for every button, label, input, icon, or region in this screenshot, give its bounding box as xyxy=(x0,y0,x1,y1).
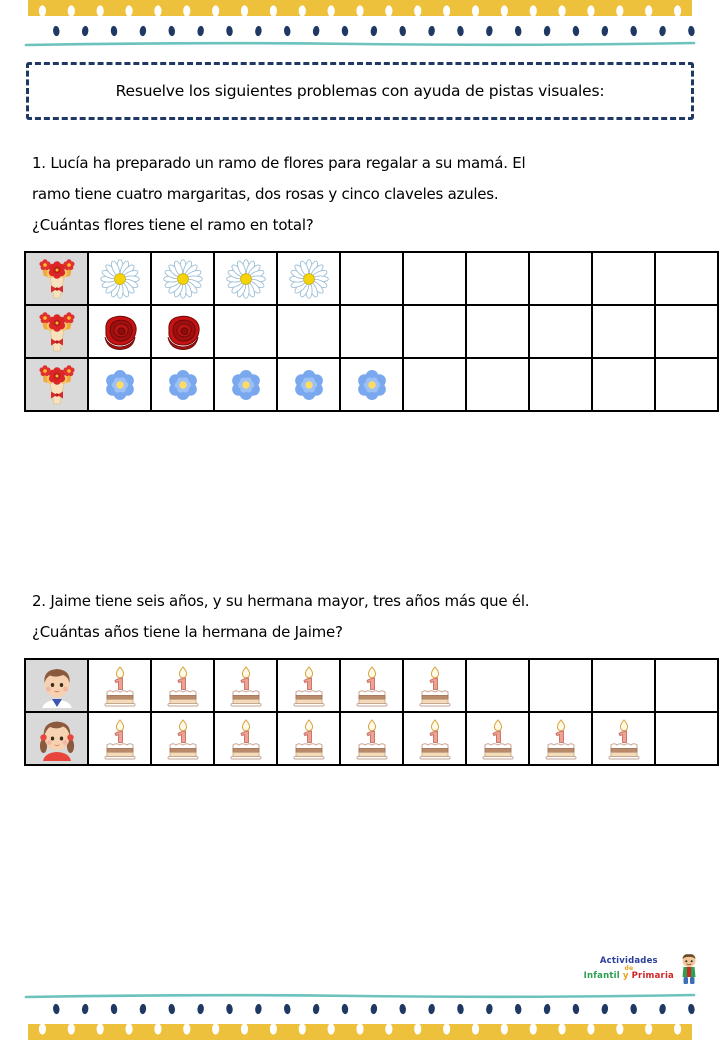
problem-1-table xyxy=(24,251,719,412)
logo-word-de: de xyxy=(624,964,634,972)
problem-2-table xyxy=(24,658,719,766)
icon-wrapper xyxy=(593,713,654,764)
icon-wrapper xyxy=(152,660,213,711)
icon-wrapper xyxy=(152,359,213,410)
empty-cell[interactable] xyxy=(655,305,718,358)
item-cell[interactable] xyxy=(151,252,214,305)
empty-cell[interactable] xyxy=(529,252,592,305)
empty-cell[interactable] xyxy=(592,305,655,358)
empty-cell[interactable] xyxy=(655,712,718,765)
bottom-border-svg xyxy=(0,990,720,1040)
item-cell[interactable] xyxy=(214,659,277,712)
blue-flower-icon xyxy=(352,365,392,405)
icon-wrapper xyxy=(89,359,150,410)
empty-cell[interactable] xyxy=(529,659,592,712)
blue-flower-icon xyxy=(100,365,140,405)
item-cell[interactable] xyxy=(214,358,277,411)
blue-flower-icon xyxy=(226,365,266,405)
bottom-teal-line xyxy=(26,995,694,997)
item-cell[interactable] xyxy=(214,252,277,305)
top-border-svg xyxy=(0,0,720,50)
icon-wrapper xyxy=(26,306,87,357)
cake-icon xyxy=(164,718,202,760)
item-cell[interactable] xyxy=(151,659,214,712)
item-cell[interactable] xyxy=(340,659,403,712)
row-label-cell xyxy=(25,712,88,765)
row-label-cell xyxy=(25,358,88,411)
top-decorative-border xyxy=(0,0,720,50)
icon-wrapper xyxy=(404,660,465,711)
empty-cell[interactable] xyxy=(655,252,718,305)
item-cell[interactable] xyxy=(88,659,151,712)
bouquet-icon xyxy=(37,363,77,407)
icon-wrapper xyxy=(215,253,276,304)
icon-wrapper xyxy=(341,713,402,764)
item-cell[interactable] xyxy=(88,712,151,765)
icon-wrapper xyxy=(341,359,402,410)
table-row xyxy=(25,712,718,765)
item-cell[interactable] xyxy=(88,252,151,305)
cake-icon xyxy=(542,718,580,760)
item-cell[interactable] xyxy=(529,712,592,765)
item-cell[interactable] xyxy=(277,659,340,712)
empty-cell[interactable] xyxy=(214,305,277,358)
top-navy-dots xyxy=(53,25,696,36)
empty-cell[interactable] xyxy=(403,305,466,358)
icon-wrapper xyxy=(215,660,276,711)
icon-wrapper xyxy=(152,713,213,764)
empty-cell[interactable] xyxy=(655,659,718,712)
daisy-icon xyxy=(289,259,329,299)
table-row xyxy=(25,305,718,358)
cake-icon xyxy=(605,718,643,760)
icon-wrapper xyxy=(26,359,87,410)
item-cell[interactable] xyxy=(340,712,403,765)
cake-icon xyxy=(353,718,391,760)
instruction-text: Resuelve los siguientes problemas con ayuda de pistas visuales: xyxy=(115,82,605,100)
problem-2-line-1: 2. Jaime tiene seis años, y su hermana mayor, tres años más que él. xyxy=(32,592,530,610)
empty-cell[interactable] xyxy=(466,305,529,358)
icon-wrapper xyxy=(341,660,402,711)
cake-icon xyxy=(290,665,328,707)
bouquet-icon xyxy=(37,257,77,301)
item-cell[interactable] xyxy=(214,712,277,765)
daisy-icon xyxy=(163,259,203,299)
item-cell[interactable] xyxy=(277,712,340,765)
boy-icon xyxy=(37,664,77,708)
row-label-cell xyxy=(25,252,88,305)
cake-icon xyxy=(227,665,265,707)
empty-cell[interactable] xyxy=(592,358,655,411)
empty-cell[interactable] xyxy=(529,305,592,358)
table-row xyxy=(25,358,718,411)
problem-1-text xyxy=(32,148,672,241)
cake-icon xyxy=(101,665,139,707)
cake-icon xyxy=(353,665,391,707)
icon-wrapper xyxy=(89,253,150,304)
icon-wrapper xyxy=(26,713,87,764)
icon-wrapper xyxy=(215,359,276,410)
cake-icon xyxy=(227,718,265,760)
cake-icon xyxy=(416,665,454,707)
logo-line-3 xyxy=(584,972,674,981)
cake-icon xyxy=(101,718,139,760)
empty-cell[interactable] xyxy=(403,252,466,305)
empty-cell[interactable] xyxy=(466,659,529,712)
bottom-navy-dots xyxy=(53,1003,696,1014)
footer-logo-text xyxy=(584,957,674,981)
empty-cell[interactable] xyxy=(466,252,529,305)
icon-wrapper xyxy=(278,713,339,764)
empty-cell[interactable] xyxy=(340,305,403,358)
icon-wrapper xyxy=(530,713,591,764)
item-cell[interactable] xyxy=(88,358,151,411)
problem-1-line-2: ramo tiene cuatro margaritas, dos rosas y cinco claveles azules. xyxy=(32,185,499,203)
item-cell[interactable] xyxy=(151,358,214,411)
problem-2-line-2: ¿Cuántas años tiene la hermana de Jaime? xyxy=(32,623,343,641)
row-label-cell xyxy=(25,659,88,712)
problem-2-text xyxy=(32,586,672,648)
instruction-box xyxy=(26,62,694,120)
icon-wrapper xyxy=(278,359,339,410)
logo-word-primaria: Primaria xyxy=(631,971,674,982)
empty-cell[interactable] xyxy=(277,305,340,358)
icon-wrapper xyxy=(467,713,528,764)
problem-1-line-1: 1. Lucía ha preparado un ramo de flores para regalar a su mamá. El xyxy=(32,154,526,172)
problem-1-block xyxy=(0,148,720,412)
logo-word-y: y xyxy=(622,971,629,982)
cake-icon xyxy=(290,718,328,760)
icon-wrapper xyxy=(26,253,87,304)
table-row xyxy=(25,659,718,712)
cake-icon xyxy=(164,665,202,707)
child-mascot-icon xyxy=(676,953,702,985)
empty-cell[interactable] xyxy=(592,252,655,305)
logo-word-infantil: Infantil xyxy=(583,971,620,982)
item-cell[interactable] xyxy=(466,712,529,765)
item-cell[interactable] xyxy=(88,305,151,358)
logo-word-actividades: Actividades xyxy=(599,955,658,966)
empty-cell[interactable] xyxy=(655,358,718,411)
daisy-icon xyxy=(100,259,140,299)
footer-logo xyxy=(584,953,702,985)
icon-wrapper xyxy=(152,253,213,304)
item-cell[interactable] xyxy=(151,712,214,765)
blue-flower-icon xyxy=(163,365,203,405)
icon-wrapper xyxy=(404,713,465,764)
bottom-decorative-border xyxy=(0,990,720,1040)
empty-cell[interactable] xyxy=(340,252,403,305)
icon-wrapper xyxy=(89,660,150,711)
item-cell[interactable] xyxy=(151,305,214,358)
item-cell[interactable] xyxy=(592,712,655,765)
problem-1-line-3: ¿Cuántas flores tiene el ramo en total? xyxy=(32,216,314,234)
bouquet-icon xyxy=(37,310,77,354)
item-cell[interactable] xyxy=(403,712,466,765)
item-cell[interactable] xyxy=(340,358,403,411)
row-label-cell xyxy=(25,305,88,358)
item-cell[interactable] xyxy=(277,358,340,411)
icon-wrapper xyxy=(89,713,150,764)
table-row xyxy=(25,252,718,305)
rose-icon xyxy=(163,313,203,351)
cake-icon xyxy=(479,718,517,760)
empty-cell[interactable] xyxy=(592,659,655,712)
icon-wrapper xyxy=(215,713,276,764)
icon-wrapper xyxy=(278,253,339,304)
icon-wrapper xyxy=(278,660,339,711)
rose-icon xyxy=(100,313,140,351)
empty-cell[interactable] xyxy=(529,358,592,411)
empty-cell[interactable] xyxy=(403,358,466,411)
blue-flower-icon xyxy=(289,365,329,405)
girl-icon xyxy=(37,717,77,761)
item-cell[interactable] xyxy=(277,252,340,305)
icon-wrapper xyxy=(89,306,150,357)
cake-icon xyxy=(416,718,454,760)
icon-wrapper xyxy=(26,660,87,711)
top-teal-line xyxy=(26,43,694,45)
empty-cell[interactable] xyxy=(466,358,529,411)
item-cell[interactable] xyxy=(403,659,466,712)
problem-2-block xyxy=(0,586,720,766)
daisy-icon xyxy=(226,259,266,299)
icon-wrapper xyxy=(152,306,213,357)
